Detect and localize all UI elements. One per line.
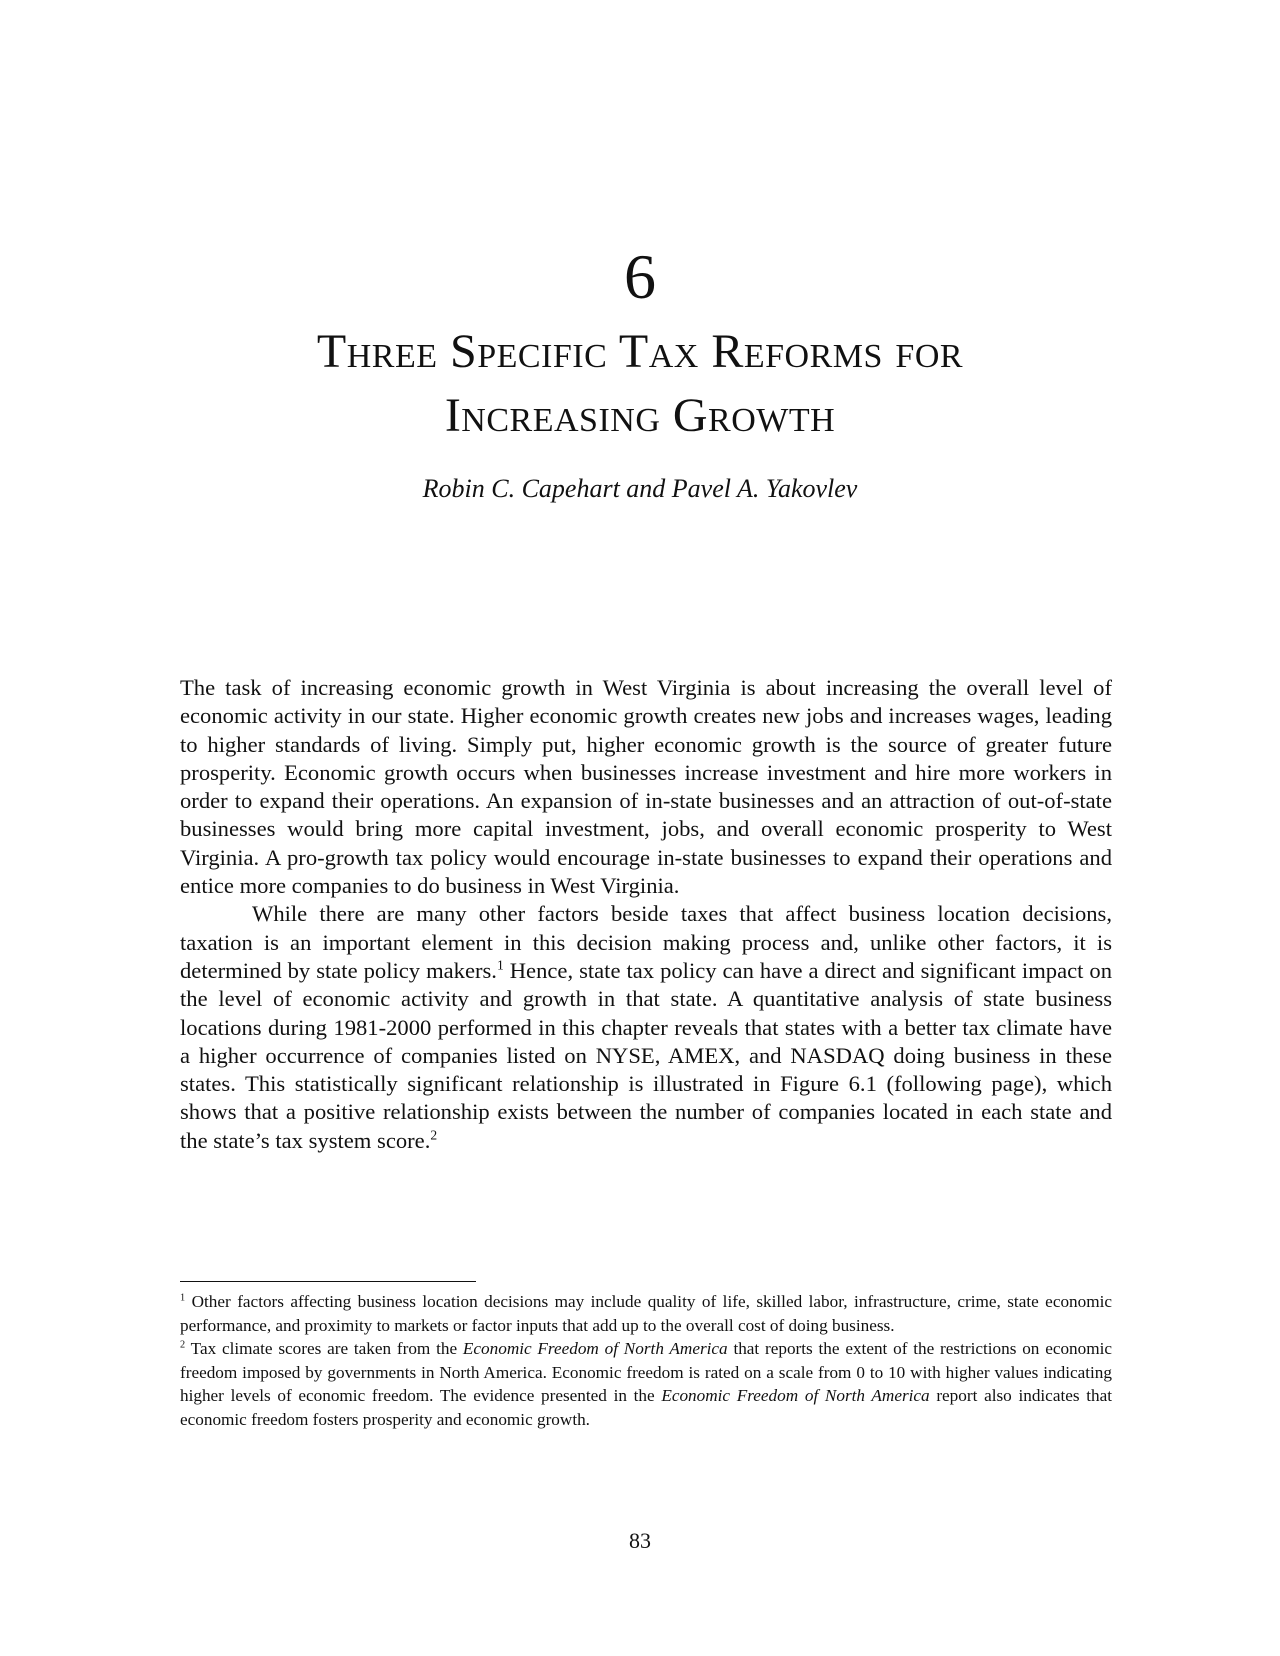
footnote-2-text-c: report also indicates that economic freedom fosters prosperity and economic growth. (180, 1386, 1113, 1429)
footnote-2 (180, 1337, 1112, 1431)
body-paragraph-2 (180, 900, 1112, 1155)
body-text (180, 674, 1112, 1155)
footnote-2-text-b: that reports the extent of the restrictions on economic freedom imposed by governments in North America. Economic freedom is rated on a scale from 0 to 10 with higher values indicating higher levels of economic freedom. The evidence presented in the (180, 1339, 1113, 1406)
footnote-1-marker: 1 (180, 1292, 186, 1304)
chapter-title (0, 320, 1280, 448)
footnotes (180, 1290, 1112, 1432)
chapter-title-line-2: Increasing Growth (444, 389, 836, 442)
footnote-2-title-a: Economic Freedom of North America (462, 1339, 728, 1359)
page-number: 83 (629, 1528, 651, 1553)
body-paragraph-2-part-b: Hence, state tax policy can have a direct and significant impact on the level of economic activity and growth in that state. A quantitative analysis of state business locations during 1981-2000 performed in this chapter reveals that states with a better tax climate have a higher occurrence of companies listed on NYSE, AMEX, and NASDAQ doing business in these states. This statistically significant relationship is illustrated in Figure 6.1 (following page), which shows that a positive relationship exists between the number of companies located in each state and the state’s tax system score. (180, 957, 1113, 1153)
footnote-1 (180, 1290, 1112, 1337)
body-paragraph-1: The task of increasing economic growth in West Virginia is about increasing the overall level of economic activity in our state. Higher economic growth creates new jobs and increases wages, leading to higher standards of living. Simply put, higher economic growth is the source of greater future prosperity. Economic growth occurs when businesses increase investment and hire more workers in order to expand their operations. An expansion of in-state businesses and an attraction of out-of-state businesses would bring more capital investment, jobs, and overall economic prosperity to West Virginia. A pro-growth tax policy would encourage in-state businesses to expand their operations and entice more companies to do business in West Virginia. (180, 675, 1112, 899)
body-paragraph-2-part-a: While there are many other factors beside taxes that affect business location decisions, taxation is an important element in this decision making process and, unlike other factors, it is determined by state policy makers. (180, 901, 1112, 983)
chapter-authors: Robin C. Capehart and Pavel A. Yakovlev (422, 474, 858, 503)
chapter-number: 6 (624, 241, 656, 312)
footnote-1-text: Other factors affecting business location decisions may include quality of life, skilled labor, infrastructure, crime, state economic performance, and proximity to markets or factor inputs that add up to the overall cost of doing business. (180, 1292, 1112, 1335)
footnote-2-text-a: Tax climate scores are taken from the (185, 1339, 463, 1359)
footnote-reference-1: 1 (496, 957, 504, 973)
footnote-divider (180, 1281, 476, 1282)
footnote-reference-2: 2 (430, 1127, 438, 1143)
chapter-title-line-1: Three Specific Tax Reforms for (316, 325, 964, 378)
footnote-2-marker: 2 (180, 1339, 186, 1351)
footnote-2-title-b: Economic Freedom of North America (661, 1386, 930, 1406)
